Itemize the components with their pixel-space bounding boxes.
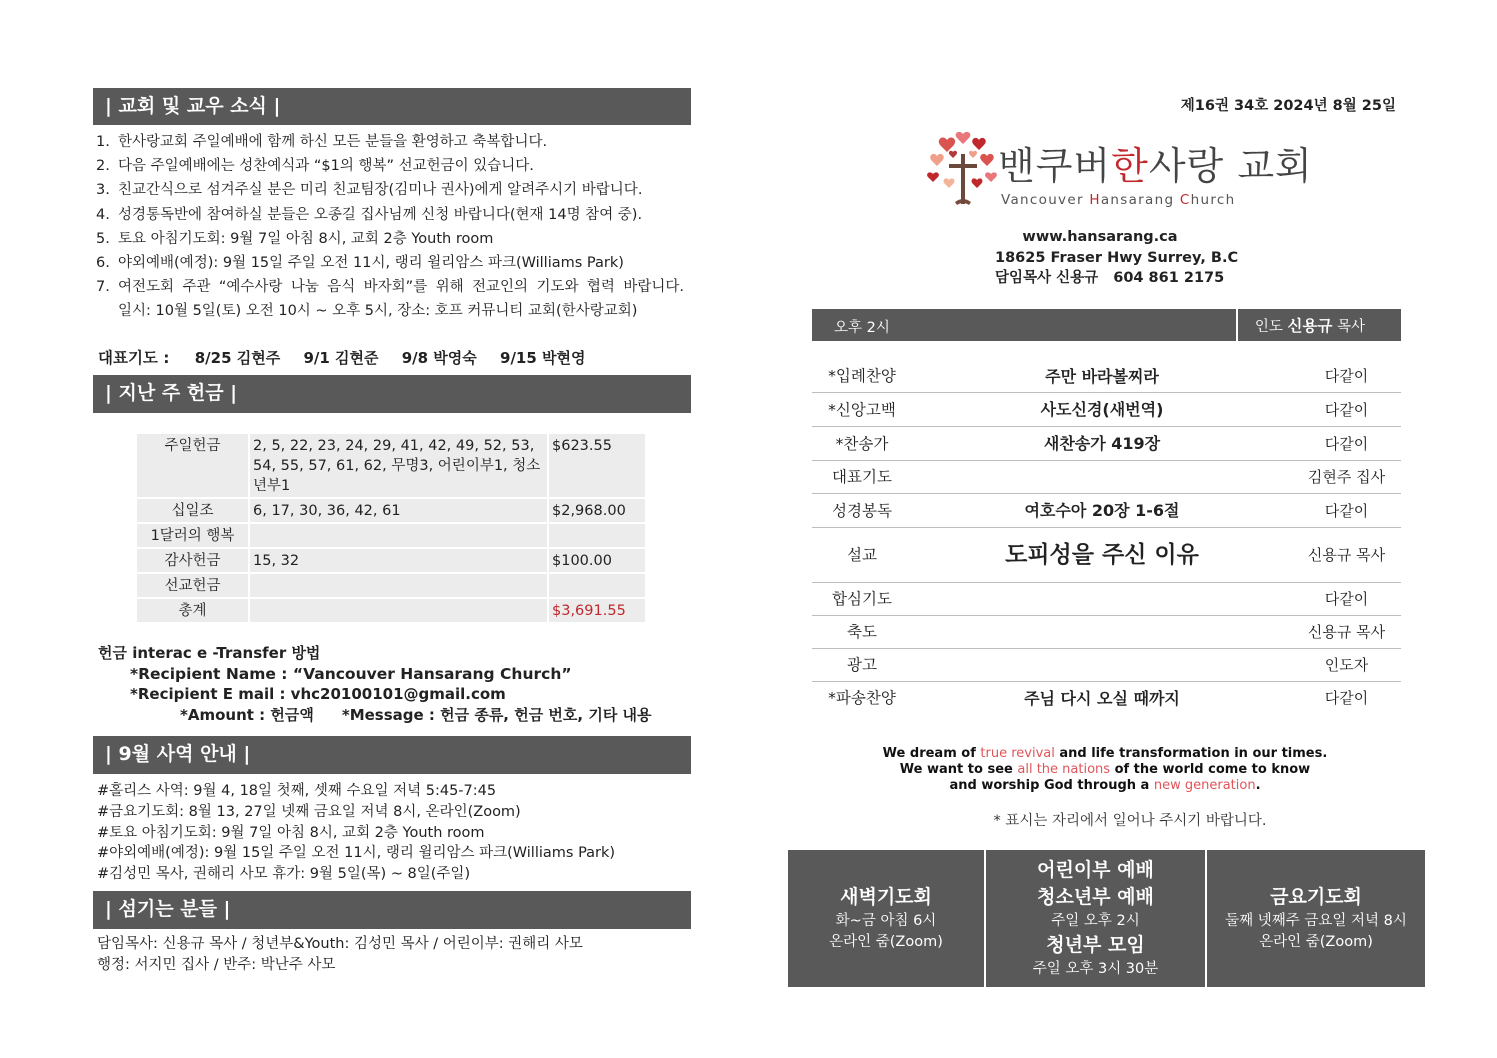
table-row: 주일헌금 2, 5, 22, 23, 24, 29, 41, 42, 49, 52, 53, 54, 55, 57, 61, 62, 무명3, 어린이부1, 청소년부1 $623.55 <box>137 434 645 497</box>
table-row: 설교 도피성을 주신 이유 신용규 목사 <box>812 528 1401 583</box>
list-item: #토요 아침기도회: 9월 7일 아침 8시, 교회 2층 Youth room <box>97 824 485 841</box>
table-row: *입례찬양 주만 바라볼찌라 다같이 <box>812 360 1401 393</box>
worship-leader: 인도 신용규 목사 <box>1254 317 1365 335</box>
prayer-entry: 9/1 김현준 <box>303 349 379 367</box>
children-youth-box: 어린이부 예배 청소년부 예배 주일 오후 2시 청년부 모임 주일 오후 3시 30분 <box>986 850 1207 987</box>
news-item-justified-text: 여전도회 주관 “예수사랑 나눔 음식 바자회”를 위해 전교인의 기도와 협력 바랍니다. <box>118 279 684 296</box>
recipient-email: *Recipient E mail : vhc20100101@gmail.com <box>130 685 506 703</box>
table-row: 합심기도 다같이 <box>812 583 1401 616</box>
news-item-continuation: 일시: 10월 5일(토) 오전 10시 ~ 오후 5시, 장소: 호프 커뮤니티 교회(한사랑교회) <box>118 303 638 320</box>
church-name-english: Vancouver Hansarang Church <box>1001 192 1236 208</box>
church-address: 18625 Fraser Hwy Surrey, B.C <box>995 249 1239 266</box>
offering-header: | 지난 주 헌금 | <box>93 375 691 413</box>
table-row: 1달러의 행복 <box>137 524 645 547</box>
news-item: 4. 성경통독반에 참여하실 분들은 오종길 집사님께 신청 바랍니다(현재 14명 참여 중). <box>96 206 643 223</box>
table-row: 총계 $3,691.55 <box>137 599 645 622</box>
recipient-name: *Recipient Name : “Vancouver Hansarang Church” <box>130 664 572 683</box>
news-item: 1. 한사랑교회 주일예배에 함께 하신 모든 분들을 환영하고 축복합니다. <box>96 134 548 150</box>
september-ministry-header: | 9월 사역 안내 | <box>93 736 691 774</box>
website-link[interactable]: www.hansarang.ca <box>1022 229 1178 245</box>
etransfer-instructions <box>98 643 652 725</box>
september-ministry-list <box>97 781 615 885</box>
table-row: 대표기도 김현주 집사 <box>812 461 1401 494</box>
prayer-entry: 9/15 박현영 <box>500 349 586 367</box>
prayer-entry: 8/25 김현주 <box>194 349 281 367</box>
meetings-panel <box>788 850 1425 987</box>
dawn-prayer-box: 새벽기도회 화~금 아침 6시 온라인 줌(Zoom) <box>788 850 986 987</box>
worship-header-bar <box>812 309 1401 341</box>
worship-time: 오후 2시 <box>834 320 890 336</box>
table-row: 광고 인도자 <box>812 649 1401 682</box>
list-item: #금요기도회: 8월 13, 27일 넷째 금요일 저녁 8시, 온라인(Zoom) <box>97 803 521 820</box>
table-row: *신앙고백 사도신경(새번역) 다같이 <box>812 393 1401 427</box>
news-item: 2. 다음 주일예배에는 성찬예식과 “$1의 행복” 선교헌금이 있습니다. <box>96 158 534 175</box>
table-row: 선교헌금 <box>137 574 645 597</box>
list-item: #야외예배(예정): 9월 15일 주일 오전 11시, 랭리 윌리암스 파크(Williams Park) <box>97 845 616 862</box>
news-item: 6. 야외예배(예정): 9월 15일 주일 오전 11시, 랭리 윌리암스 파크(Williams Park) <box>96 255 624 272</box>
news-item: 3. 친교간식으로 섬겨주실 분은 미리 친교팀장(김미나 권사)에게 알려주시기 바랍니다. <box>96 182 643 199</box>
table-row: 성경봉독 여호수아 20장 1-6절 다같이 <box>812 494 1401 528</box>
etransfer-title: 헌금 interac e -Transfer 방법 <box>98 644 321 662</box>
offering-total: $3,691.55 <box>549 599 645 622</box>
friday-prayer-box: 금요기도회 둘째 넷째주 금요일 저녁 8시 온라인 줌(Zoom) <box>1225 886 1407 950</box>
prayer-entry: 9/8 박영숙 <box>401 349 477 367</box>
amount-message-line: *Amount : 헌금액 *Message : 헌금 종류, 헌금 번호, 기타 내용 <box>180 705 652 724</box>
issue-date: 제16권 34호 2024년 8월 25일 <box>1180 98 1396 114</box>
news-item: 7. 여전도회 주관 “예수사랑 나눔 음식 바자회”를 위해 전교인의 기도와 협력 바랍니다. <box>96 275 696 299</box>
table-row: 감사헌금 15, 32 $100.00 <box>137 549 645 572</box>
table-row: 십일조 6, 17, 30, 36, 42, 61 $2,968.00 <box>137 499 645 522</box>
table-row: *파송찬양 주님 다시 오실 때까지 다같이 <box>828 689 1369 708</box>
table-row: *찬송가 새찬송가 419장 다같이 <box>812 427 1401 461</box>
divider <box>1236 309 1238 341</box>
news-item: 5. 토요 아침기도회: 9월 7일 아침 8시, 교회 2층 Youth room <box>96 230 494 247</box>
offering-table <box>135 432 647 624</box>
church-news-header: | 교회 및 교우 소식 | <box>93 88 691 125</box>
servants-list: 담임목사: 신용규 목사 / 청년부&Youth: 김성민 목사 / 어린이부: 권해리 사모 행정: 서지민 집사 / 반주: 박난주 사모 <box>97 936 583 973</box>
vision-statement: We dream of true revival and life transformation in our times. We want to see all the nations of the world come to know and worship God through a new generation. <box>882 746 1328 794</box>
pastor-phone: 담임목사 신용규 604 861 2175 <box>995 270 1225 286</box>
table-row: 축도 신용규 목사 <box>812 616 1401 649</box>
standing-note: * 표시는 자리에서 일어나 주시기 바랍니다. <box>993 813 1267 829</box>
church-news-list <box>96 130 696 324</box>
sermon-title: 도피성을 주신 이유 <box>1005 542 1199 568</box>
order-of-worship <box>812 360 1401 715</box>
prayers-label: 대표기도 : <box>98 349 170 367</box>
church-contact <box>995 227 1239 289</box>
church-name-korean: 밴쿠버한사랑 교회 <box>998 144 1313 188</box>
representative-prayers <box>98 346 604 368</box>
list-item: #김성민 목사, 권해리 사모 휴가: 9월 5일(목) ~ 8일(주일) <box>97 866 471 883</box>
servants-header: | 섬기는 분들 | <box>93 891 691 929</box>
list-item: #홀리스 사역: 9월 4, 18일 첫째, 셋째 수요일 저녁 5:45-7:45 <box>97 783 497 799</box>
